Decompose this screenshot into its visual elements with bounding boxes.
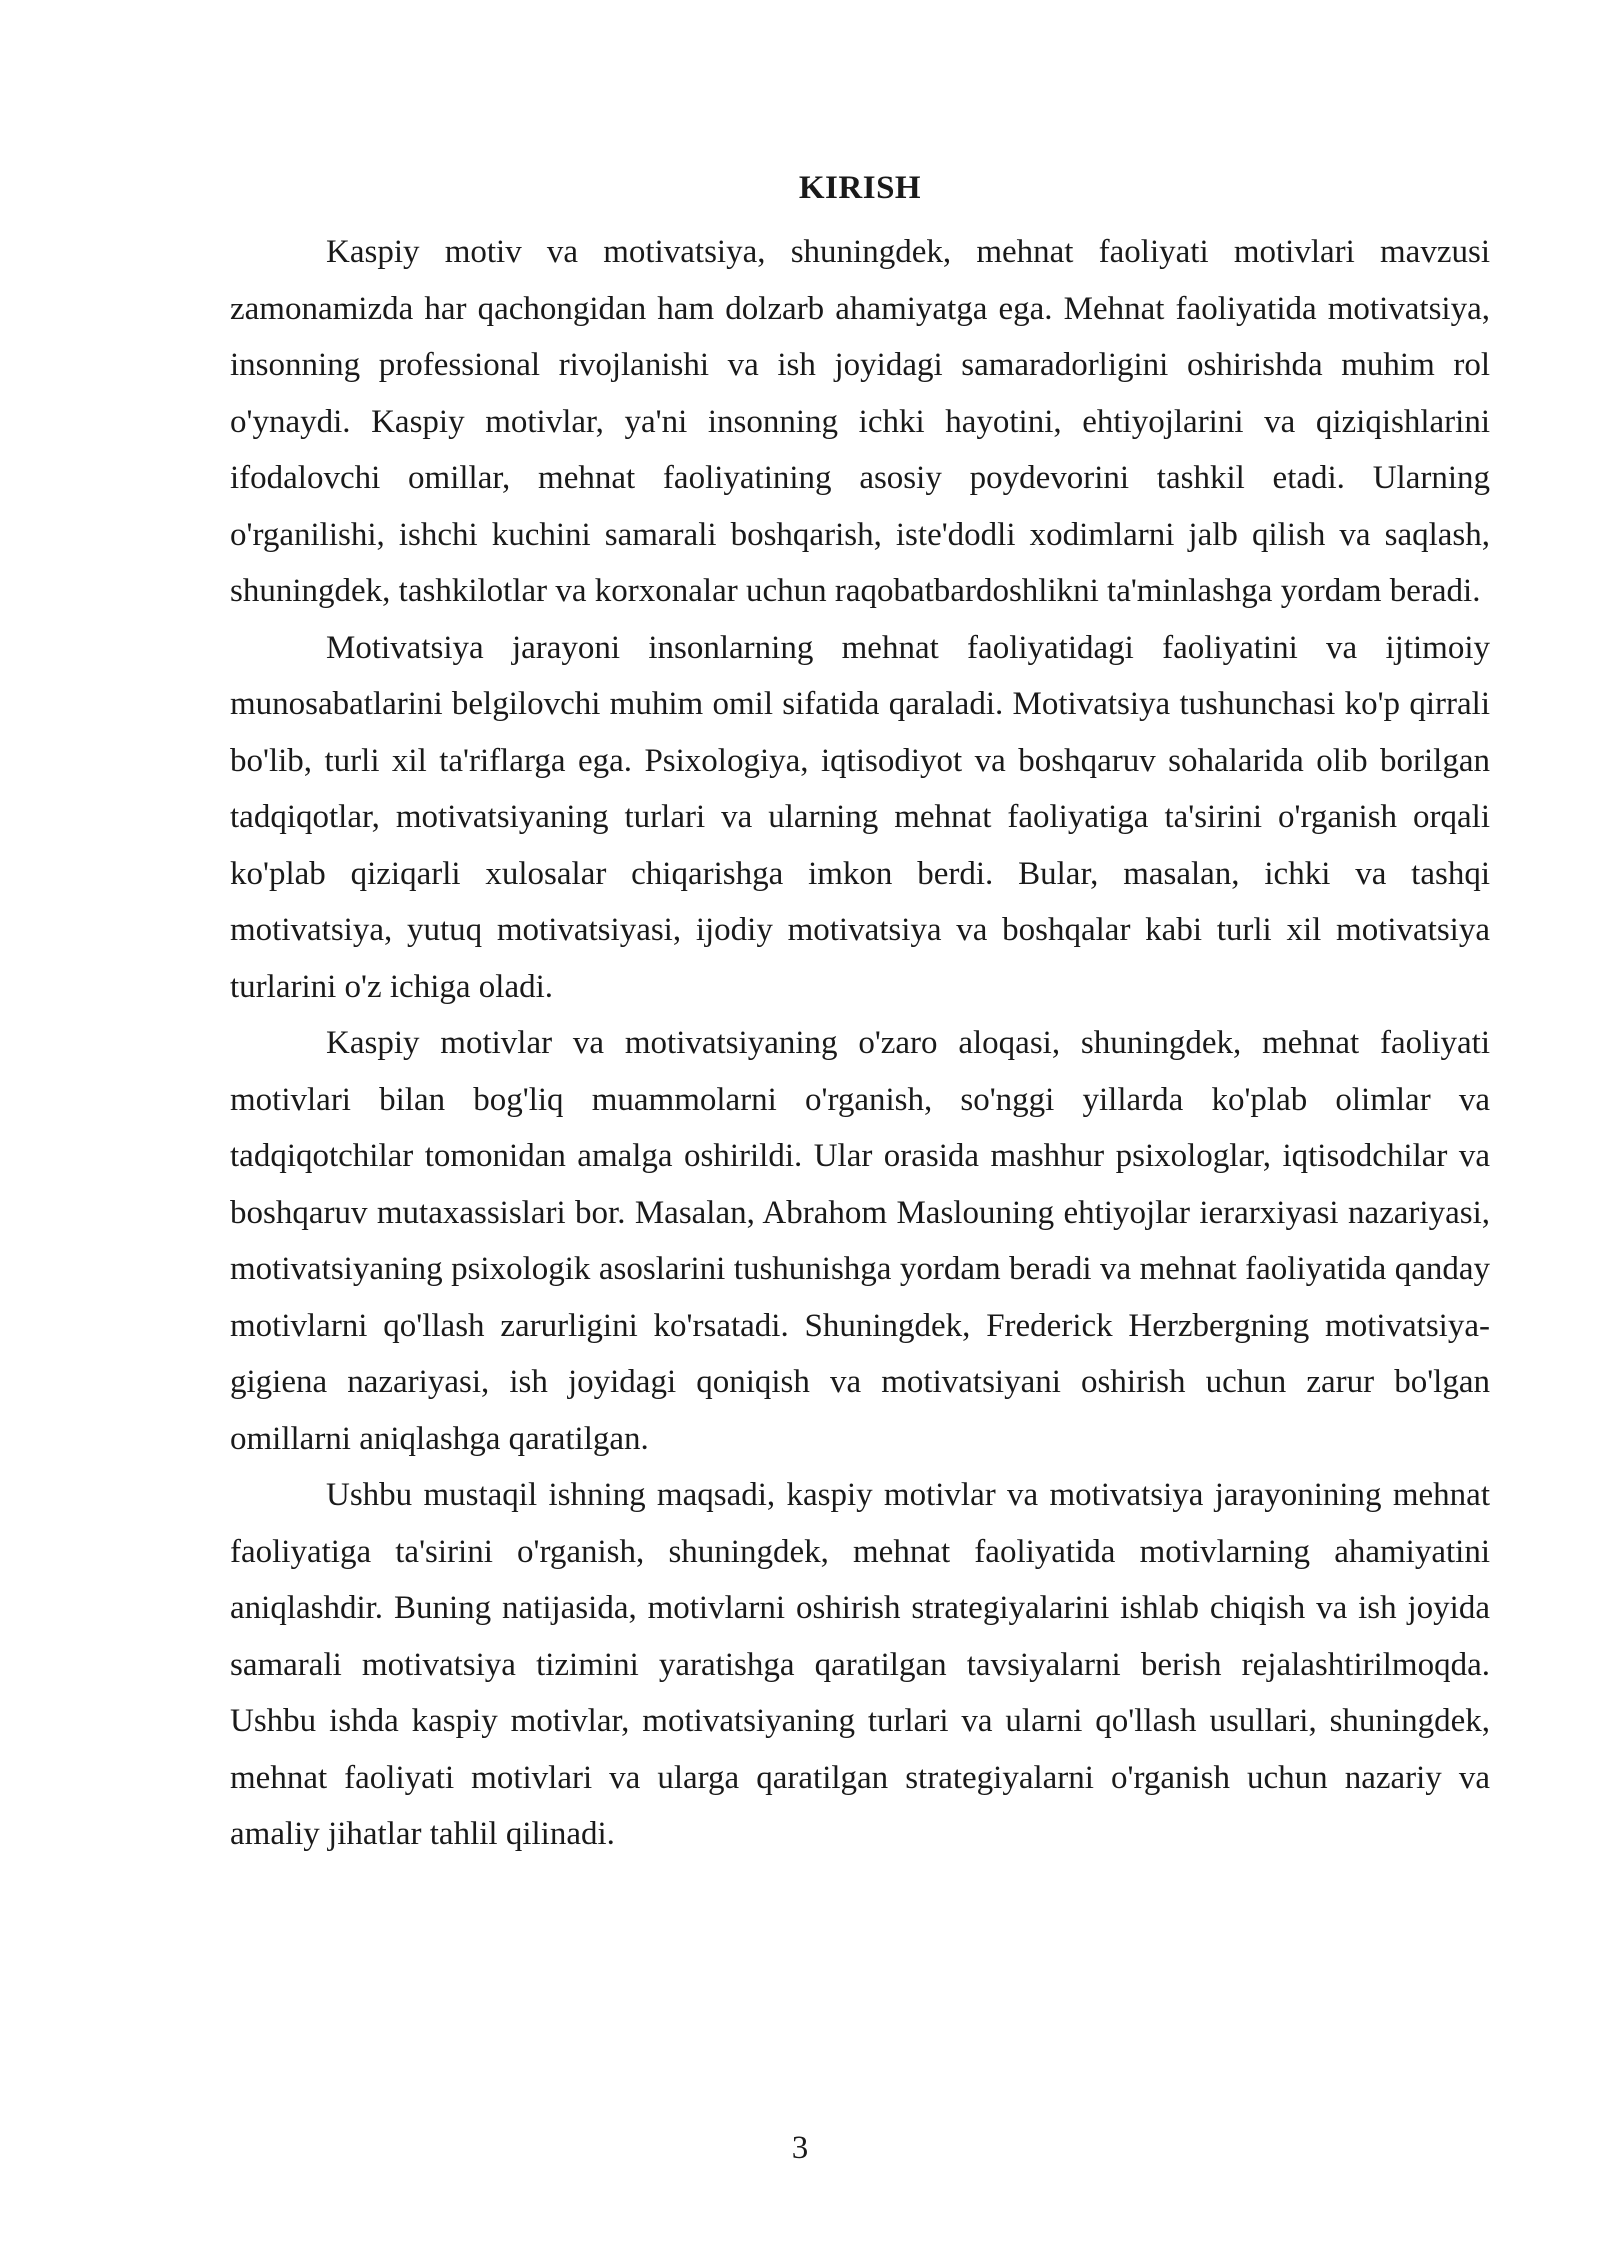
page-number: 3	[791, 2130, 809, 2166]
paragraph-2: Motivatsiya jarayoni insonlarning mehnat faoliyatidagi faoliyatini va ijtimoiy munosabatlarini belgilovchi muhim omil sifatida qaraladi. Motivatsiya tushunchasi ko'p qirrali bo'lib, turli xil ta'riflarga ega. Psixologiya, iqtisodiyot va boshqaruv sohalarida olib borilgan tadqiqotlar, motivatsiyaning turlari va ularning mehnat faoliyatiga ta'sirini o'rganish orqali ko'plab qiziqarli xulosalar chiqarishga imkon berdi. Bular, masalan, ichki va tashqi motivatsiya, yutuq motivatsiyasi, ijodiy motivatsiya va boshqalar kabi turli xil motivatsiya turlarini o'z ichiga oladi.	[230, 629, 1490, 1005]
section-title: KIRISH	[798, 170, 922, 206]
paragraph-3: Kaspiy motivlar va motivatsiyaning o'zaro aloqasi, shuningdek, mehnat faoliyati motivlari bilan bog'liq muammolarni o'rganish, so'nggi yillarda ko'plab olimlar va tadqiqotchilar tomonidan amalga oshirildi. Ular orasida mashhur psixologlar, iqtisodchilar va boshqaruv mutaxassislari bor. Masalan, Abrahom Maslouning ehtiyojlar ierarxiyasi nazariyasi, motivatsiyaning psixologik asoslarini tushunishga yordam beradi va mehnat faoliyatida qanday motivlarni qo'llash zarurligini ko'rsatadi. Shuningdek, Frederick Herzbergning motivatsiya-gigiena nazariyasi, ish joyidagi qoniqish va motivatsiyani oshirish uchun zarur bo'lgan omillarni aniqlashga qaratilgan.	[230, 1025, 1490, 1457]
paragraph-4: Ushbu mustaqil ishning maqsadi, kaspiy motivlar va motivatsiya jarayonining mehnat faoliyatiga ta'sirini o'rganish, shuningdek, mehnat faoliyatida motivlarning ahamiyatini aniqlashdir. Buning natijasida, motivlarni oshirish strategiyalarini ishlab chiqish va ish joyida samarali motivatsiya tizimini yaratishga qaratilgan tavsiyalarni berish rejalashtirilmoqda. Ushbu ishda kaspiy motivlar, motivatsiyaning turlari va ularni qo'llash usullari, shuningdek, mehnat faoliyati motivlari va ularga qaratilgan strategiyalarni o'rganish uchun nazariy va amaliy jihatlar tahlil qilinadi.	[230, 1477, 1490, 1852]
paragraph-1: Kaspiy motiv va motivatsiya, shuningdek, mehnat faoliyati motivlari mavzusi zamonamizda har qachongidan ham dolzarb ahamiyatga ega. Mehnat faoliyatida motivatsiya, insonning professional rivojlanishi va ish joyidagi samaradorligini oshirishda muhim rol o'ynaydi. Kaspiy motivlar, ya'ni insonning ichki hayotini, ehtiyojlarini va qiziqishlarini ifodalovchi omillar, mehnat faoliyatining asosiy poydevorini tashkil etadi. Ularning o'rganilishi, ishchi kuchini samarali boshqarish, iste'dodli xodimlarni jalb qilish va saqlash, shuningdek, tashkilotlar va korxonalar uchun raqobatbardoshlikni ta'minlashga yordam beradi.	[230, 234, 1490, 609]
page-content	[230, 160, 1490, 1863]
